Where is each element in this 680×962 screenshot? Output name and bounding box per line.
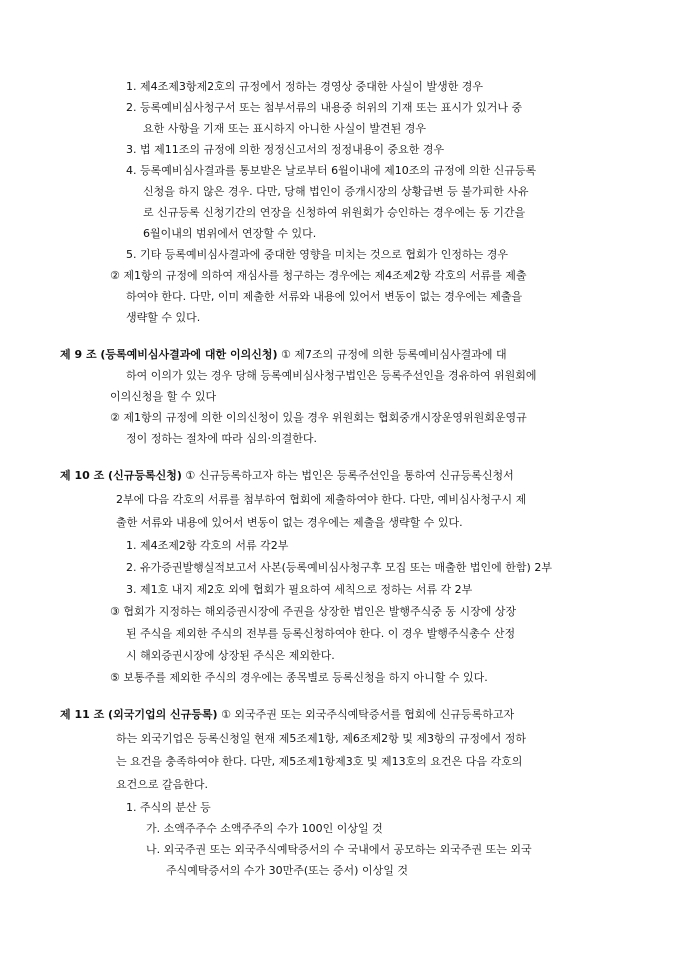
article-11-text: ① 외국주권 또는 외국주식예탁증서를 협회에 신규등록하고자 <box>217 708 515 721</box>
text-line: 5. 기타 등록예비심사결과에 중대한 영향을 미치는 것으로 협회가 인정하는 경우 <box>126 248 508 261</box>
text-line: 4. 등록예비심사결과를 통보받은 날로부터 6월이내에 제10조의 규정에 의한 신규등록 <box>126 164 537 177</box>
text-line: 시 해외증권시장에 상장된 주식은 제외한다. <box>126 649 335 662</box>
text-line: 이의신청을 할 수 있다 <box>110 390 217 403</box>
text-line: 6월이내의 범위에서 연장할 수 있다. <box>143 227 317 240</box>
text-line: 요건으로 갈음한다. <box>116 778 209 791</box>
text-line: 생략할 수 있다. <box>126 311 201 324</box>
text-line: 하여야 한다. 다만, 이미 제출한 서류와 내용에 있어서 변동이 없는 경우에는 제출을 <box>126 290 523 303</box>
text-line: 신청을 하지 않은 경우. 다만, 당해 법인이 증개시장의 상황급변 등 불가피한 사유 <box>143 185 529 198</box>
article-10-text: ① 신규등록하고자 하는 법인은 등록주선인을 통하여 신규등록신청서 <box>181 469 514 482</box>
text-line: 하는 외국기업은 등록신청일 현재 제5조제1항, 제6조제2항 및 제3항의 규정에서 정하 <box>116 732 526 745</box>
text-line: 1. 주식의 분산 등 <box>126 801 211 814</box>
article-11-heading: 제 11 조 (외국기업의 신규등록) <box>60 708 218 721</box>
text-line: ② 제1항의 규정에 의한 이의신청이 있을 경우 위원회는 협회중개시장운영위원회운영규 <box>110 411 527 424</box>
text-line: 2. 유가증권발행실적보고서 사본(등록예비심사청구후 모집 또는 매출한 법인에 한함) 2부 <box>126 561 552 574</box>
text-line: 가. 소액주주수 소액주주의 수가 100인 이상일 것 <box>146 822 383 835</box>
text-line: ⑤ 보통주를 제외한 주식의 경우에는 종목별로 등록신청을 하지 아니할 수 있다. <box>110 671 488 684</box>
text-line: 는 요건을 충족하여야 한다. 다만, 제5조제1항제3호 및 제13호의 요건은 다음 각호의 <box>116 755 523 768</box>
text-line: 요한 사항을 기재 또는 표시하지 아니한 사실이 발견된 경우 <box>143 122 426 135</box>
text-line: 1. 제4조제2항 각호의 서류 각2부 <box>126 539 289 552</box>
text-line: 정이 정하는 절차에 따라 심의·의결한다. <box>126 432 317 445</box>
text-line: 출한 서류와 내용에 있어서 변동이 없는 경우에는 제출을 생략할 수 있다. <box>116 516 463 529</box>
text-line: 1. 제4조제3항제2호의 규정에서 정하는 경영상 중대한 사실이 발생한 경우 <box>126 80 483 93</box>
article-9-line <box>60 348 507 362</box>
text-line: 3. 제1호 내지 제2호 외에 협회가 필요하여 세칙으로 정하는 서류 각 2부 <box>126 583 473 596</box>
text-line: 로 신규등록 신청기간의 연장을 신청하여 위원회가 승인하는 경우에는 동 기간을 <box>143 206 526 219</box>
text-line: 2부에 다음 각호의 서류를 첨부하여 협회에 제출하여야 한다. 다만, 예비심사청구시 제 <box>116 493 527 506</box>
text-line: ② 제1항의 규정에 의하여 재심사를 청구하는 경우에는 제4조제2항 각호의 서류를 제출 <box>110 269 527 282</box>
text-line: 나. 외국주권 또는 외국주식예탁증서의 수 국내에서 공모하는 외국주권 또는 외국 <box>146 843 532 856</box>
article-10-line <box>60 469 514 483</box>
article-9-heading: 제 9 조 (등록예비심사결과에 대한 이의신청) <box>60 348 278 361</box>
text-line: 2. 등록예비심사청구서 또는 첨부서류의 내용중 허위의 기재 또는 표시가 있거나 중 <box>126 101 523 114</box>
article-10-heading: 제 10 조 (신규등록신청) <box>60 469 182 482</box>
text-line: 주식예탁증서의 수가 30만주(또는 증서) 이상일 것 <box>166 864 408 877</box>
text-line: 3. 법 제11조의 규정에 의한 정정신고서의 정정내용이 중요한 경우 <box>126 143 445 156</box>
text-line: 된 주식을 제외한 주식의 전부를 등록신청하여야 한다. 이 경우 발행주식총수 산정 <box>126 627 516 640</box>
text-line: ③ 협회가 지정하는 해외증권시장에 주권을 상장한 법인은 발행주식중 동 시장에 상장 <box>110 605 517 618</box>
text-line: 하여 이의가 있는 경우 당해 등록예비심사청구법인은 등록주선인을 경유하여 위원회에 <box>126 369 537 382</box>
article-9-text: ① 제7조의 규정에 의한 등록예비심사결과에 대 <box>277 348 507 361</box>
article-11-line <box>60 708 514 722</box>
